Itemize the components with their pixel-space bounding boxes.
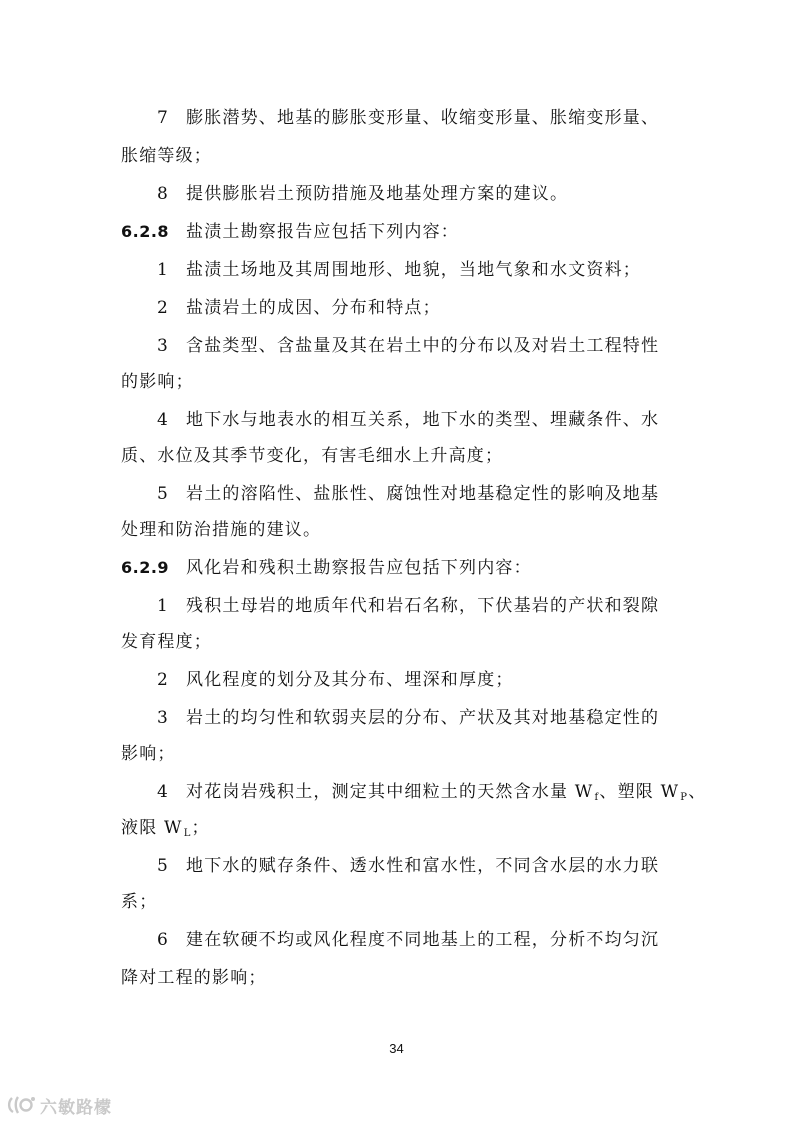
watermark-text: 六敏路檬 <box>40 1097 112 1117</box>
list-item-continuation <box>0 514 793 546</box>
item-text: 的影响； <box>121 372 194 392</box>
item-text: 残积土母岩的地质年代和岩石名称，下伏基岩的产状和裂隙 <box>186 596 660 616</box>
item-text: 降对工程的影响； <box>121 968 267 988</box>
subscript: L <box>183 828 192 839</box>
item-text: 风化程度的划分及其分布、埋深和厚度； <box>186 670 514 690</box>
section-heading-6-2-9 <box>0 552 793 584</box>
item-text: 影响； <box>121 744 176 764</box>
item-text: 处理和防治措施的建议。 <box>121 520 322 540</box>
section-title: 风化岩和残积土勘察报告应包括下列内容： <box>186 558 532 578</box>
section-number: 6.2.8 <box>121 222 170 241</box>
item-number: 8 <box>157 184 168 204</box>
list-item-continuation <box>0 812 793 844</box>
item-text-part: 对花岗岩残积土，测定其中细粒土的天然含水量 W <box>186 782 594 802</box>
item-text-part: 液限 W <box>121 818 183 838</box>
item-number: 7 <box>157 108 168 128</box>
item-number: 3 <box>157 708 168 728</box>
item-number: 2 <box>157 298 168 318</box>
list-item-4 <box>0 776 793 808</box>
list-item-5 <box>0 478 793 510</box>
item-text: 膨胀潜势、地基的膨胀变形量、收缩变形量、胀缩变形量、 <box>186 108 660 128</box>
list-item-4 <box>0 404 793 436</box>
item-text <box>186 776 706 811</box>
list-item-continuation <box>0 626 793 658</box>
list-item-3 <box>0 330 793 362</box>
page-number: 34 <box>389 1041 404 1056</box>
list-item-continuation <box>0 140 793 172</box>
item-number: 3 <box>157 336 168 356</box>
list-item-2 <box>0 664 793 696</box>
item-text: 质、水位及其季节变化，有害毛细水上升高度； <box>121 446 504 466</box>
item-text: 岩土的均匀性和软弱夹层的分布、产状及其对地基稳定性的 <box>186 708 660 728</box>
list-item-7 <box>0 102 793 134</box>
list-item-continuation <box>0 366 793 398</box>
item-number: 4 <box>157 782 168 802</box>
item-text: 建在软硬不均或风化程度不同地基上的工程，分析不均匀沉 <box>186 930 660 950</box>
item-number: 2 <box>157 670 168 690</box>
subscript: P <box>680 792 689 803</box>
list-item-3 <box>0 702 793 734</box>
watermark-logo-icon <box>6 1094 36 1116</box>
section-title: 盐渍土勘察报告应包括下列内容： <box>186 222 459 242</box>
list-item-5 <box>0 850 793 882</box>
subscript: f <box>594 792 600 803</box>
item-number: 4 <box>157 410 168 430</box>
list-item-8 <box>0 178 793 210</box>
item-text: 发育程度； <box>121 632 212 652</box>
item-number: 6 <box>157 930 168 950</box>
list-item-1 <box>0 590 793 622</box>
item-text: 系； <box>121 892 158 912</box>
item-number: 5 <box>157 856 168 876</box>
item-text-part: 、塑限 W <box>599 782 680 802</box>
list-item-continuation <box>0 886 793 918</box>
item-text: 盐渍岩土的成因、分布和特点； <box>186 298 441 318</box>
list-item-continuation <box>0 440 793 472</box>
item-text <box>121 812 210 847</box>
section-number: 6.2.9 <box>121 558 170 577</box>
item-number: 1 <box>157 596 168 616</box>
item-number: 5 <box>157 484 168 504</box>
item-number: 1 <box>157 260 168 280</box>
item-text: 盐渍土场地及其周围地形、地貌，当地气象和水文资料； <box>186 260 641 280</box>
item-text: 含盐类型、含盐量及其在岩土中的分布以及对岩土工程特性 <box>186 336 660 356</box>
list-item-continuation <box>0 738 793 770</box>
item-text: 提供膨胀岩土预防措施及地基处理方案的建议。 <box>186 184 569 204</box>
list-item-2 <box>0 292 793 324</box>
list-item-1 <box>0 254 793 286</box>
item-text: 地下水的赋存条件、透水性和富水性，不同含水层的水力联 <box>186 856 660 876</box>
item-text-part: ； <box>191 818 210 838</box>
list-item-continuation <box>0 962 793 994</box>
section-heading-6-2-8 <box>0 216 793 248</box>
item-text: 岩土的溶陷性、盐胀性、腐蚀性对地基稳定性的影响及地基 <box>186 484 660 504</box>
item-text-part: 、 <box>688 782 707 802</box>
list-item-6 <box>0 924 793 956</box>
item-text: 地下水与地表水的相互关系，地下水的类型、埋藏条件、水 <box>186 410 660 430</box>
item-text: 胀缩等级； <box>121 146 212 166</box>
watermark <box>6 1093 112 1117</box>
